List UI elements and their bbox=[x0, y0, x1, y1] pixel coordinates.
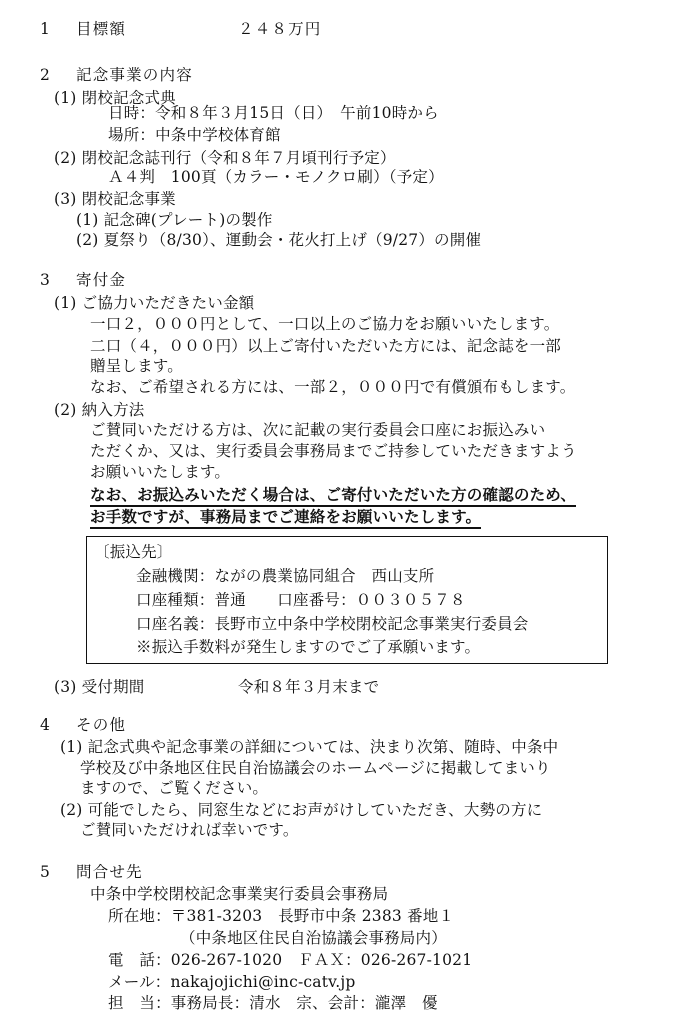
other-2-line-2: ご賛同いただければ幸いです。 bbox=[80, 821, 299, 839]
bank-account-type: 口座種類：普通 口座番号：００３０５７８ bbox=[136, 591, 466, 609]
donation-line-1: 一口２，０００円として、一口以上のご協力をお願いいたします。 bbox=[90, 315, 560, 333]
payment-line-2: ただくか、又は、実行委員会事務局までご持参していただきますよう bbox=[90, 442, 577, 460]
section-1-number: 1 bbox=[40, 20, 51, 38]
magazine-spec: Ａ４判 100頁（カラー・モノクロ刷）（予定） bbox=[108, 168, 444, 186]
payment-line-3: お願いいたします。 bbox=[90, 463, 231, 481]
item-2-2-title: (2) 閉校記念誌刊行（令和８年７月頃刊行予定） bbox=[54, 149, 396, 167]
section-4-number: 4 bbox=[40, 716, 51, 734]
section-5-title: 問合せ先 bbox=[76, 863, 143, 881]
bank-fee-note: ※振込手数料が発生しますのでご了承願います。 bbox=[136, 638, 481, 656]
bank-account-name: 口座名義：長野市立中条中学校閉校記念事業実行委員会 bbox=[136, 615, 529, 633]
item-2-1-title: (1) 閉校記念式典 bbox=[54, 89, 176, 107]
contact-email: メール：nakajojichi@inc-catv.jp bbox=[108, 973, 356, 991]
item-3-3-title: (3) 受付期間 bbox=[54, 678, 145, 696]
donation-line-3: 贈呈します。 bbox=[90, 357, 183, 375]
contact-organization: 中条中学校閉校記念事業実行委員会事務局 bbox=[90, 885, 389, 903]
donation-line-4: なお、ご希望される方には、一部２，０００円で有償頒布もします。 bbox=[90, 378, 576, 396]
contact-staff: 担 当：事務局長：清水 宗、会計：瀧澤 優 bbox=[108, 994, 438, 1012]
event-festival: (2) 夏祭り（8/30）、運動会・花火打上げ（9/27）の開催 bbox=[76, 231, 482, 249]
other-1-line-2: 学校及び中条地区住民自治協議会のホームページに掲載してまいり bbox=[80, 759, 551, 777]
other-1-line-1: (1) 記念式典や記念事業の詳細については、決まり次第、随時、中条中 bbox=[60, 738, 559, 756]
payment-notice-1: なお、お振込みいただく場合は、ご寄付いただいた方の確認のため、 bbox=[90, 487, 576, 507]
contact-phone-fax: 電 話：026-267-1020 ＦＡＸ：026-267-1021 bbox=[108, 951, 473, 969]
bank-institution: 金融機関：ながの農業協同組合 西山支所 bbox=[136, 567, 435, 585]
section-1-title: 目標額 bbox=[76, 20, 127, 38]
ceremony-place: 場所：中条中学校体育館 bbox=[108, 126, 281, 144]
item-3-1-title: (1) ご協力いただきたい金額 bbox=[54, 294, 255, 312]
section-2-title: 記念事業の内容 bbox=[76, 66, 193, 84]
target-amount: ２４８万円 bbox=[238, 20, 322, 38]
section-3-title: 寄付金 bbox=[76, 271, 127, 289]
section-2-number: 2 bbox=[40, 66, 51, 84]
other-2-line-1: (2) 可能でしたら、同窓生などにお声がけしていただき、大勢の方に bbox=[60, 801, 543, 819]
donation-line-2: 二口（４，０００円）以上ご寄付いただいた方には、記念誌を一部 bbox=[90, 337, 562, 355]
section-5-number: 5 bbox=[40, 863, 51, 881]
item-2-3-title: (3) 閉校記念事業 bbox=[54, 190, 176, 208]
other-1-line-3: ますので、ご覧ください。 bbox=[80, 779, 269, 797]
ceremony-date: 日時：令和８年３月15日（日） 午前10時から bbox=[108, 104, 439, 122]
section-4-title: その他 bbox=[76, 716, 127, 734]
contact-address-note: （中条地区住民自治協議会事務局内） bbox=[180, 929, 447, 947]
item-3-2-title: (2) 納入方法 bbox=[54, 401, 145, 419]
event-plate: (1) 記念碑(プレート)の製作 bbox=[76, 211, 273, 229]
bank-box-heading: 〔振込先〕 bbox=[94, 543, 173, 561]
payment-line-1: ご賛同いただける方は、次に記載の実行委員会口座にお振込みい bbox=[90, 421, 546, 439]
contact-address: 所在地：〒381-3203 長野市中条 2383 番地１ bbox=[108, 907, 455, 925]
reception-period: 令和８年３月末まで bbox=[238, 678, 380, 696]
payment-notice-2: お手数ですが、事務局までご連絡をお願いいたします。 bbox=[90, 509, 481, 529]
section-3-number: 3 bbox=[40, 271, 51, 289]
